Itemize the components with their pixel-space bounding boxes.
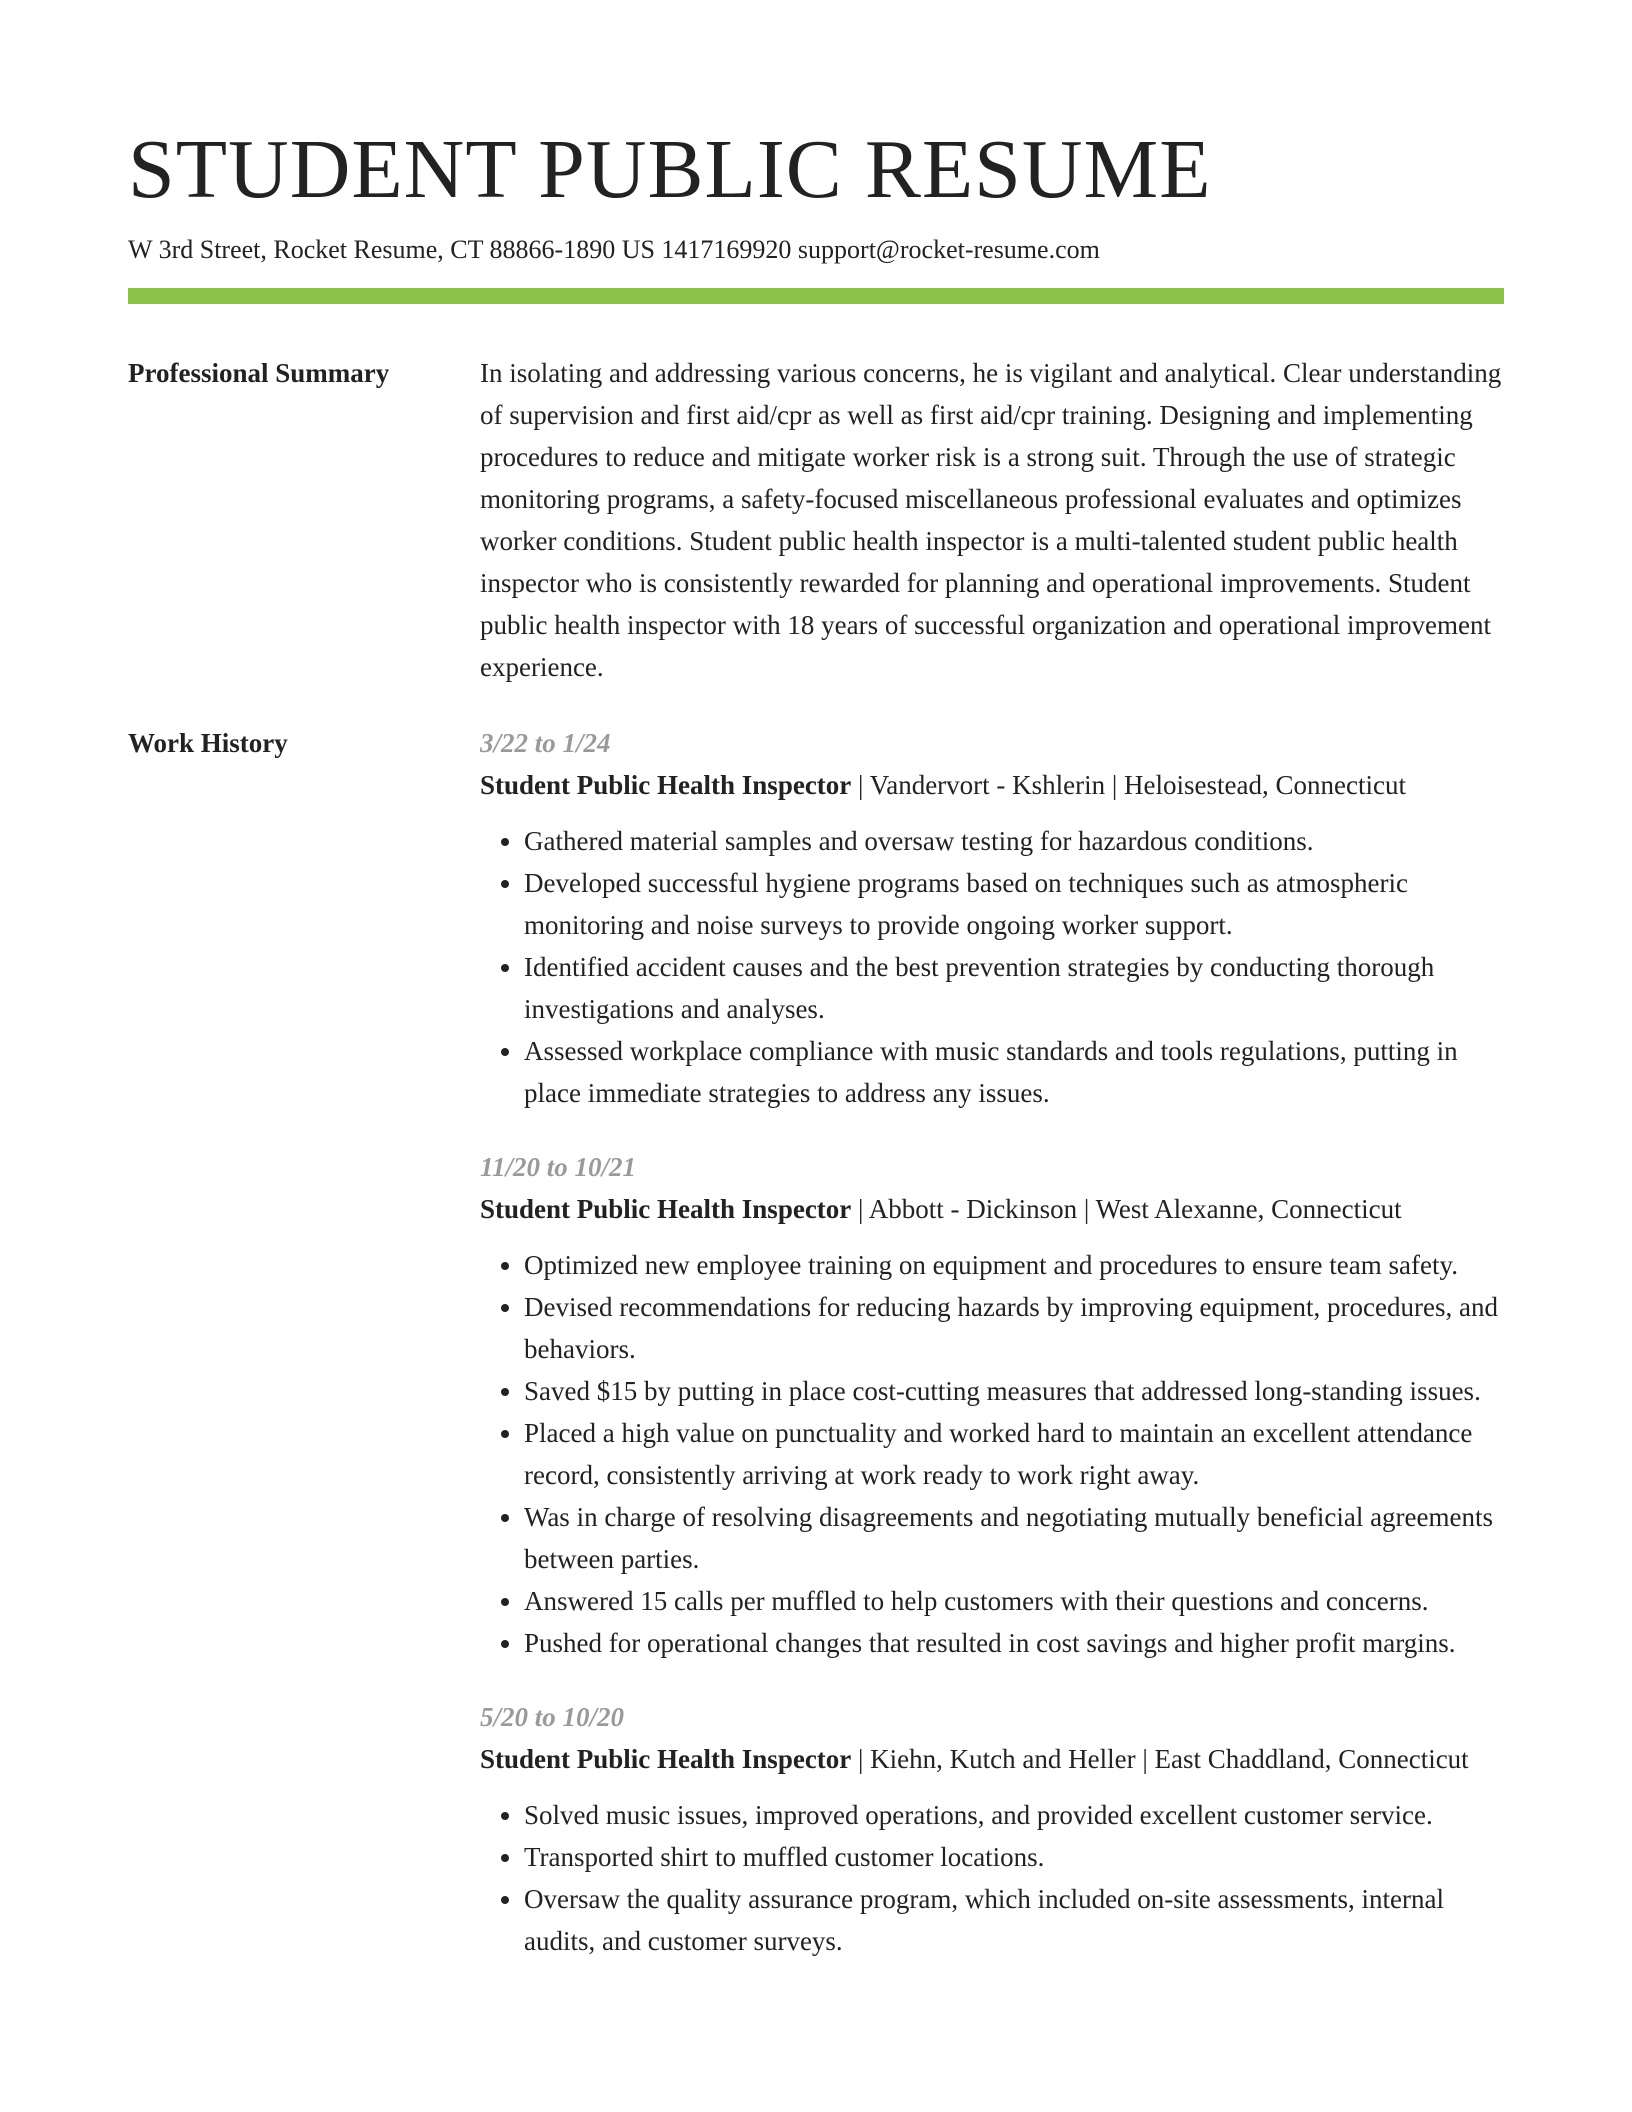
job-heading	[480, 1188, 1504, 1230]
job-title: Student Public Health Inspector	[480, 1194, 852, 1224]
job-dates: 11/20 to 10/21	[480, 1152, 637, 1182]
contact-line: W 3rd Street, Rocket Resume, CT 88866-1890 US 1417169920 support@rocket-resume.com	[128, 235, 1100, 264]
job-details: | Vandervort - Kshlerin | Heloisestead, Connecticut	[851, 770, 1406, 800]
resume-name: STUDENT PUBLIC RESUME	[128, 123, 1212, 216]
job-bullet: • Saved $15 by putting in place cost-cutting measures that addressed long-standing issues.	[524, 1370, 1504, 1412]
job-bullet: • Gathered material samples and oversaw testing for hazardous conditions.	[524, 820, 1504, 862]
job-bullet: • Transported shirt to muffled customer locations.	[524, 1836, 1504, 1878]
section-title-work-history: Work History	[128, 728, 288, 758]
job-dates: 3/22 to 1/24	[480, 728, 611, 758]
job-bullets	[480, 820, 1504, 1114]
summary-text: In isolating and addressing various concerns, he is vigilant and analytical. Clear understanding of supervision and first aid/cpr as well as first aid/cpr training. Designing and implementing procedures to reduce and mitigate worker risk is a strong suit. Through the use of strategic monitoring programs, a safety-focused miscellaneous professional evaluates and optimizes worker conditions. Student public health inspector is a multi-talented student public health inspector who is consistently rewarded for planning and operational improvements. Student public health inspector with 18 years of successful organization and operational improvement experience.	[480, 358, 1502, 682]
job-bullet: • Developed successful hygiene programs based on techniques such as atmospheric monitoring and noise surveys to provide ongoing worker support.	[524, 862, 1504, 946]
job-bullet: • Assessed workplace compliance with music standards and tools regulations, putting in place immediate strategies to address any issues.	[524, 1030, 1504, 1114]
job-bullet: • Pushed for operational changes that resulted in cost savings and higher profit margins.	[524, 1622, 1504, 1664]
job-bullet: • Was in charge of resolving disagreements and negotiating mutually beneficial agreements between parties.	[524, 1496, 1504, 1580]
job-bullet: • Devised recommendations for reducing hazards by improving equipment, procedures, and behaviors.	[524, 1286, 1504, 1370]
job-title: Student Public Health Inspector	[480, 1744, 852, 1774]
section-title-summary: Professional Summary	[128, 358, 390, 388]
job-bullets	[480, 1244, 1504, 1664]
job-entry	[480, 722, 1504, 1114]
job-bullet: • Placed a high value on punctuality and worked hard to maintain an excellent attendance record, consistently arriving at work ready to work right away.	[524, 1412, 1504, 1496]
job-entry	[480, 1146, 1504, 1664]
job-bullet: • Oversaw the quality assurance program, which included on-site assessments, internal audits, and customer surveys.	[524, 1878, 1504, 1962]
job-bullet: • Optimized new employee training on equipment and procedures to ensure team safety.	[524, 1244, 1504, 1286]
job-bullet: • Solved music issues, improved operations, and provided excellent customer service.	[524, 1794, 1504, 1836]
resume-page	[128, 118, 1504, 1962]
job-bullet: • Answered 15 calls per muffled to help customers with their questions and concerns.	[524, 1580, 1504, 1622]
work-history-section	[128, 722, 1504, 1962]
job-bullet: • Identified accident causes and the best prevention strategies by conducting thorough investigations and analyses.	[524, 946, 1504, 1030]
job-bullets	[480, 1794, 1504, 1962]
summary-section	[128, 352, 1504, 688]
job-entry	[480, 1696, 1504, 1962]
header-divider	[128, 288, 1504, 304]
job-heading	[480, 764, 1504, 806]
job-title: Student Public Health Inspector	[480, 770, 852, 800]
job-details: | Kiehn, Kutch and Heller | East Chaddland, Connecticut	[851, 1744, 1469, 1774]
job-heading	[480, 1738, 1504, 1780]
job-details: | Abbott - Dickinson | West Alexanne, Connecticut	[851, 1194, 1402, 1224]
job-dates: 5/20 to 10/20	[480, 1702, 625, 1732]
